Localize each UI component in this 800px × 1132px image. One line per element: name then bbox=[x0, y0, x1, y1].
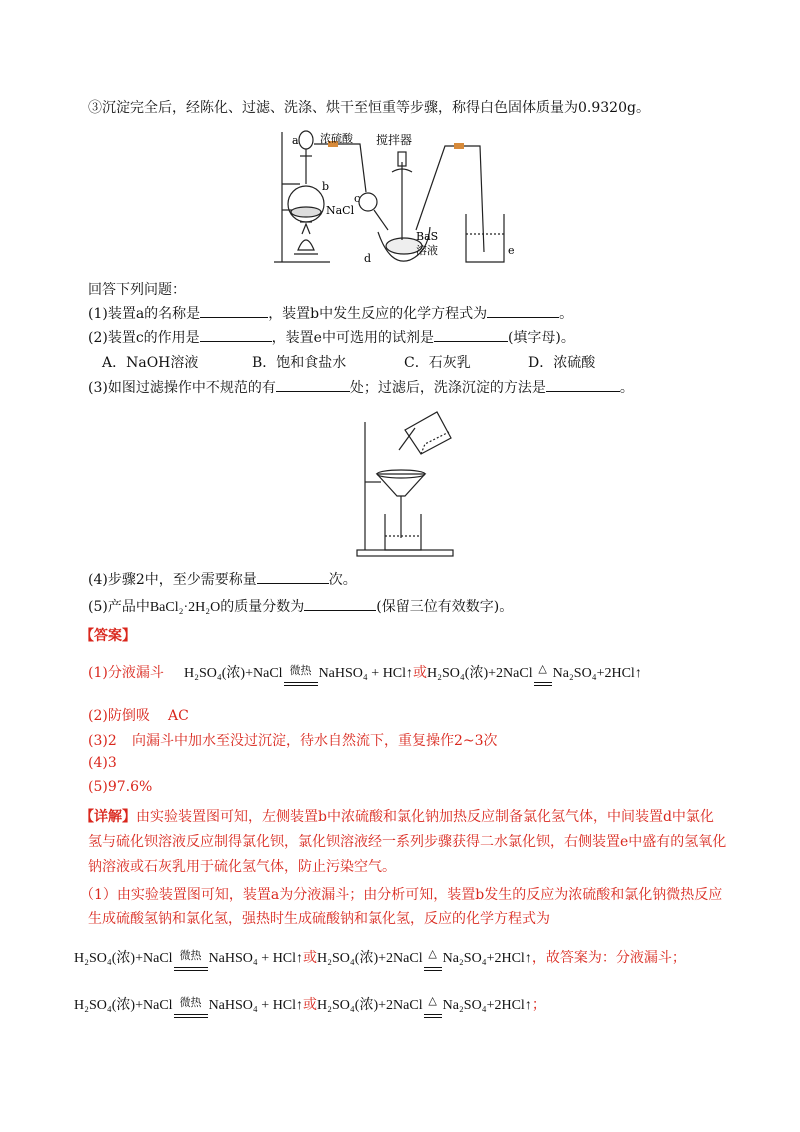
detail-line: 氢与硫化钡溶液反应制得氯化钡，氯化钡溶液经一系列步骤获得二水氯化钡，右侧装置e中盛有的氢氧化 bbox=[88, 834, 727, 850]
question-1: (1)装置a的名称是 ，装置b中发生反应的化学方程式为 。 bbox=[88, 303, 573, 323]
equation-line-1: H₂SO₄(浓)+NaCl 微热 NaHSO₄ + HCl↑或H₂SO₄(浓)+2NaCl △ Na₂SO₄+2HCl↑，故答案为：分液漏斗； bbox=[74, 947, 686, 967]
option-a[interactable]: A．NaOH溶液 bbox=[102, 355, 199, 371]
equation-line-2: H₂SO₄(浓)+NaCl 微热 NaHSO₄ + HCl↑或H₂SO₄(浓)+2NaCl △ Na₂SO₄+2HCl↑； bbox=[74, 994, 546, 1014]
answer-header: 【答案】 bbox=[80, 628, 136, 644]
label-nacl: NaCl bbox=[326, 204, 355, 217]
label-d: d bbox=[364, 252, 372, 265]
answer-1: (1)分液漏斗 H₂SO₄(浓)+NaCl 微热 NaHSO₄ + HCl↑或H₂SO₄(浓)+2NaCl △ Na₂SO₄+2HCl↑ bbox=[88, 662, 642, 682]
prompt: 回答下列问题： bbox=[88, 282, 186, 298]
label-solution: 溶液 bbox=[416, 244, 438, 257]
equation-1: H₂SO₄(浓)+NaCl 微热 NaHSO₄ + HCl↑ bbox=[184, 666, 413, 681]
detail-block: 【详解】由实验装置图可知，左侧装置b中浓硫酸和氯化钠加热反应制备氯化氢气体，中间装置d中氯化 bbox=[80, 809, 714, 825]
question-4: (4)步骤2中，至少需要称量 次。 bbox=[88, 569, 357, 589]
answer-blank[interactable] bbox=[487, 303, 559, 318]
detail-line: 钠溶液或石灰乳用于硫化氢气体，防止污染空气。 bbox=[88, 859, 396, 875]
filtration-diagram bbox=[355, 402, 465, 558]
answer-5: (5)97.6% bbox=[88, 779, 153, 795]
label-acid: 浓硫酸 bbox=[320, 132, 353, 145]
apparatus-diagram bbox=[270, 122, 530, 268]
options-row bbox=[102, 352, 595, 372]
detail-line: （1）由实验装置图可知，装置a为分液漏斗；由分析可知，装置b发生的反应为浓硫酸和氯化钠微热反应 bbox=[80, 887, 723, 903]
formula-bacl2: BaCl₂·2H₂O bbox=[149, 600, 221, 615]
answer-2: (2)防倒吸 AC bbox=[88, 708, 189, 724]
answer-blank[interactable] bbox=[434, 327, 508, 342]
answer-3: (3)2 向漏斗中加水至没过沉淀，待水自然流下，重复操作2~3次 bbox=[88, 733, 498, 749]
label-stirrer: 搅拌器 bbox=[376, 133, 413, 147]
answer-blank[interactable] bbox=[200, 327, 272, 342]
question-3: (3)如图过滤操作中不规范的有 处；过滤后，洗涤沉淀的方法是 。 bbox=[88, 377, 634, 397]
answer-blank[interactable] bbox=[257, 569, 329, 584]
question-2: (2)装置c的作用是 ，装置e中可选用的试剂是 (填字母)。 bbox=[88, 327, 575, 347]
option-c[interactable]: C．石灰乳 bbox=[404, 355, 471, 371]
answer-blank[interactable] bbox=[200, 303, 268, 318]
answer-blank[interactable] bbox=[276, 377, 350, 392]
option-b[interactable]: B．饱和食盐水 bbox=[252, 355, 347, 371]
answer-blank[interactable] bbox=[546, 377, 620, 392]
intro-text: ③沉淀完全后，经陈化、过滤、洗涤、烘干至恒重等步骤，称得白色固体质量为0.9320g。 bbox=[88, 100, 650, 116]
label-c: c bbox=[354, 192, 361, 205]
option-d[interactable]: D．浓硫酸 bbox=[528, 355, 596, 371]
label-a: a bbox=[292, 134, 299, 147]
label-e: e bbox=[508, 244, 515, 257]
label-b: b bbox=[322, 180, 330, 193]
label-bas: BaS bbox=[416, 230, 439, 243]
answer-4: (4)3 bbox=[88, 755, 117, 771]
answer-blank[interactable] bbox=[304, 596, 376, 611]
detail-line: 生成硫酸氢钠和氯化氢，强热时生成硫酸钠和氯化氢，反应的化学方程式为 bbox=[88, 911, 550, 927]
question-5: (5)产品中BaCl₂·2H₂O的质量分数为 (保留三位有效数字)。 bbox=[88, 596, 513, 616]
